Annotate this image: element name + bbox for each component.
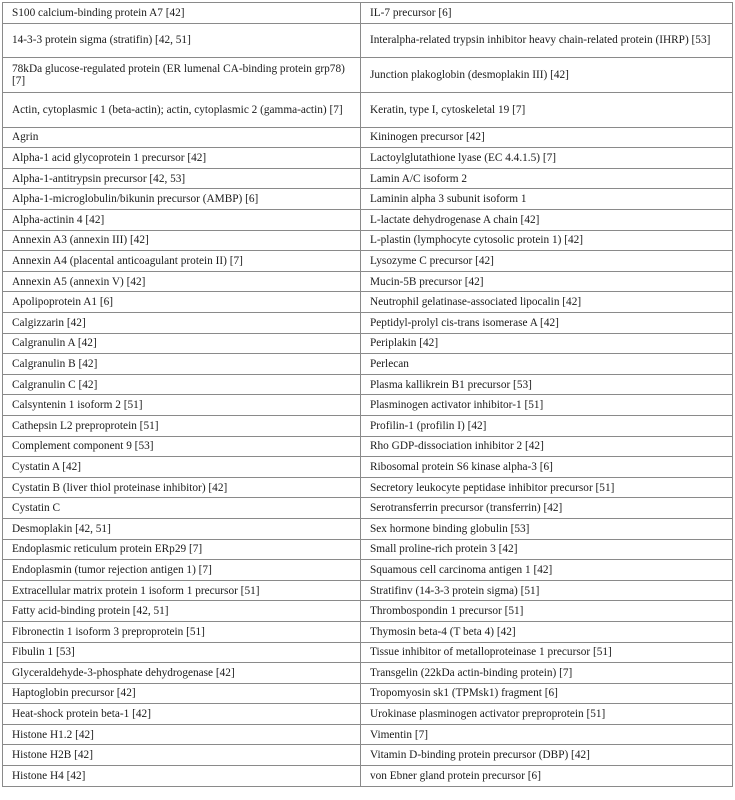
protein-cell-left: Complement component 9 [53] xyxy=(3,436,361,457)
protein-cell-right: Tropomyosin sk1 (TPMsk1) fragment [6] xyxy=(361,683,733,704)
protein-cell-left: Heat-shock protein beta-1 [42] xyxy=(3,704,361,725)
protein-cell-right: Plasma kallikrein B1 precursor [53] xyxy=(361,374,733,395)
protein-cell-left: Actin, cytoplasmic 1 (beta-actin); actin, cytoplasmic 2 (gamma-actin) [7] xyxy=(3,92,361,127)
protein-cell-left: Apolipoprotein A1 [6] xyxy=(3,292,361,313)
table-row xyxy=(3,333,733,354)
table-row xyxy=(3,271,733,292)
protein-cell-left: Alpha-1-microglobulin/bikunin precursor (AMBP) [6] xyxy=(3,189,361,210)
protein-cell-left: Alpha-actinin 4 [42] xyxy=(3,210,361,231)
protein-cell-right: Lysozyme C precursor [42] xyxy=(361,251,733,272)
protein-cell-left: Desmoplakin [42, 51] xyxy=(3,518,361,539)
protein-cell-left: Calgranulin A [42] xyxy=(3,333,361,354)
protein-cell-right: Profilin-1 (profilin I) [42] xyxy=(361,415,733,436)
protein-cell-right: Tissue inhibitor of metalloproteinase 1 precursor [51] xyxy=(361,642,733,663)
protein-cell-right: Small proline-rich protein 3 [42] xyxy=(361,539,733,560)
protein-cell-left: Alpha-1-antitrypsin precursor [42, 53] xyxy=(3,168,361,189)
table-row xyxy=(3,436,733,457)
table-row xyxy=(3,477,733,498)
protein-cell-left: Calsyntenin 1 isoform 2 [51] xyxy=(3,395,361,416)
table-row xyxy=(3,745,733,766)
protein-cell-left: Calgranulin C [42] xyxy=(3,374,361,395)
table-row xyxy=(3,766,733,787)
protein-cell-right: Plasminogen activator inhibitor-1 [51] xyxy=(361,395,733,416)
protein-cell-left: S100 calcium-binding protein A7 [42] xyxy=(3,3,361,24)
protein-cell-left: Endoplasmin (tumor rejection antigen 1) [7] xyxy=(3,560,361,581)
table-body xyxy=(3,3,733,787)
protein-cell-right: Vimentin [7] xyxy=(361,724,733,745)
protein-cell-left: 14-3-3 protein sigma (stratifin) [42, 51] xyxy=(3,23,361,58)
table-row xyxy=(3,539,733,560)
table-row xyxy=(3,498,733,519)
protein-cell-left: Fibulin 1 [53] xyxy=(3,642,361,663)
table-row xyxy=(3,313,733,334)
protein-cell-right: Laminin alpha 3 subunit isoform 1 xyxy=(361,189,733,210)
protein-cell-left: Annexin A3 (annexin III) [42] xyxy=(3,230,361,251)
protein-cell-right: Thrombospondin 1 precursor [51] xyxy=(361,601,733,622)
protein-cell-right: Junction plakoglobin (desmoplakin III) [42] xyxy=(361,58,733,93)
protein-cell-left: Fatty acid-binding protein [42, 51] xyxy=(3,601,361,622)
protein-cell-left: Histone H4 [42] xyxy=(3,766,361,787)
protein-cell-right: Vitamin D-binding protein precursor (DBP) [42] xyxy=(361,745,733,766)
protein-cell-right: Serotransferrin precursor (transferrin) [42] xyxy=(361,498,733,519)
protein-cell-left: Annexin A4 (placental anticoagulant protein II) [7] xyxy=(3,251,361,272)
protein-cell-right: Stratifinv (14-3-3 protein sigma) [51] xyxy=(361,580,733,601)
protein-cell-left: Haptoglobin precursor [42] xyxy=(3,683,361,704)
protein-cell-right: Urokinase plasminogen activator preproprotein [51] xyxy=(361,704,733,725)
table-row xyxy=(3,415,733,436)
protein-cell-left: Glyceraldehyde-3-phosphate dehydrogenase [42] xyxy=(3,663,361,684)
protein-cell-right: Thymosin beta-4 (T beta 4) [42] xyxy=(361,621,733,642)
table-row xyxy=(3,663,733,684)
protein-cell-left: Cathepsin L2 preproprotein [51] xyxy=(3,415,361,436)
table-row xyxy=(3,251,733,272)
protein-cell-right: Peptidyl-prolyl cis-trans isomerase A [42] xyxy=(361,313,733,334)
protein-cell-left: Fibronectin 1 isoform 3 preproprotein [51] xyxy=(3,621,361,642)
table-row xyxy=(3,58,733,93)
protein-cell-right: Lamin A/C isoform 2 xyxy=(361,168,733,189)
protein-cell-right: L-plastin (lymphocyte cytosolic protein 1) [42] xyxy=(361,230,733,251)
table-row xyxy=(3,560,733,581)
protein-cell-left: Calgranulin B [42] xyxy=(3,354,361,375)
protein-cell-right: Rho GDP-dissociation inhibitor 2 [42] xyxy=(361,436,733,457)
protein-cell-right: Neutrophil gelatinase-associated lipocalin [42] xyxy=(361,292,733,313)
protein-cell-left: Calgizzarin [42] xyxy=(3,313,361,334)
protein-cell-left: Alpha-1 acid glycoprotein 1 precursor [42] xyxy=(3,148,361,169)
table-row xyxy=(3,580,733,601)
protein-cell-right: Transgelin (22kDa actin-binding protein) [7] xyxy=(361,663,733,684)
table-row xyxy=(3,3,733,24)
table-row xyxy=(3,457,733,478)
protein-cell-right: Kininogen precursor [42] xyxy=(361,127,733,148)
protein-table xyxy=(2,2,733,787)
protein-cell-left: 78kDa glucose-regulated protein (ER lumenal CA-binding protein grp78) [7] xyxy=(3,58,361,93)
table-row xyxy=(3,230,733,251)
protein-cell-right: Mucin-5B precursor [42] xyxy=(361,271,733,292)
protein-cell-right: Secretory leukocyte peptidase inhibitor precursor [51] xyxy=(361,477,733,498)
table-row xyxy=(3,621,733,642)
table-row xyxy=(3,374,733,395)
protein-cell-left: Endoplasmic reticulum protein ERp29 [7] xyxy=(3,539,361,560)
table-row xyxy=(3,518,733,539)
protein-cell-left: Agrin xyxy=(3,127,361,148)
protein-cell-left: Extracellular matrix protein 1 isoform 1 precursor [51] xyxy=(3,580,361,601)
protein-cell-left: Cystatin B (liver thiol proteinase inhibitor) [42] xyxy=(3,477,361,498)
protein-cell-right: IL-7 precursor [6] xyxy=(361,3,733,24)
protein-cell-right: L-lactate dehydrogenase A chain [42] xyxy=(361,210,733,231)
table-row xyxy=(3,683,733,704)
document-page xyxy=(2,2,732,787)
protein-cell-left: Cystatin C xyxy=(3,498,361,519)
table-row xyxy=(3,148,733,169)
protein-cell-left: Histone H2B [42] xyxy=(3,745,361,766)
protein-cell-right: Lactoylglutathione lyase (EC 4.4.1.5) [7] xyxy=(361,148,733,169)
protein-cell-right: Keratin, type I, cytoskeletal 19 [7] xyxy=(361,92,733,127)
table-row xyxy=(3,292,733,313)
protein-cell-left: Histone H1.2 [42] xyxy=(3,724,361,745)
protein-cell-right: Perlecan xyxy=(361,354,733,375)
protein-cell-right: Ribosomal protein S6 kinase alpha-3 [6] xyxy=(361,457,733,478)
protein-cell-right: Sex hormone binding globulin [53] xyxy=(361,518,733,539)
protein-cell-left: Cystatin A [42] xyxy=(3,457,361,478)
table-row xyxy=(3,601,733,622)
protein-cell-right: Periplakin [42] xyxy=(361,333,733,354)
table-row xyxy=(3,395,733,416)
table-row xyxy=(3,189,733,210)
protein-cell-right: Interalpha-related trypsin inhibitor heavy chain-related protein (IHRP) [53] xyxy=(361,23,733,58)
protein-cell-right: Squamous cell carcinoma antigen 1 [42] xyxy=(361,560,733,581)
table-row xyxy=(3,642,733,663)
table-row xyxy=(3,354,733,375)
table-row xyxy=(3,724,733,745)
protein-cell-right: von Ebner gland protein precursor [6] xyxy=(361,766,733,787)
table-row xyxy=(3,168,733,189)
table-row xyxy=(3,704,733,725)
table-row xyxy=(3,23,733,58)
table-row xyxy=(3,127,733,148)
protein-cell-left: Annexin A5 (annexin V) [42] xyxy=(3,271,361,292)
table-row xyxy=(3,210,733,231)
table-row xyxy=(3,92,733,127)
